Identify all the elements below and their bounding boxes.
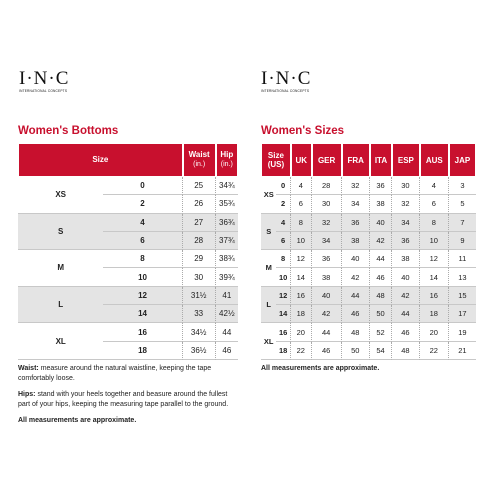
header-jap: JAP (449, 143, 476, 177)
waist-value: 27 (183, 214, 216, 232)
sizes-header-row (261, 143, 476, 177)
us-size: 2 (276, 195, 290, 213)
ita-size: 42 (370, 232, 392, 250)
jap-size: 5 (449, 195, 476, 213)
hip-value: 41 (216, 287, 238, 305)
table-row (261, 195, 476, 213)
aus-size: 8 (420, 214, 449, 232)
size-label: XL (261, 323, 276, 360)
jap-size: 11 (449, 250, 476, 268)
fra-size: 36 (342, 214, 370, 232)
hip-value: 46 (216, 342, 238, 360)
bottoms-notes (18, 364, 240, 433)
hip-value: 42½ (216, 305, 238, 323)
header-waist-label: Waist (188, 150, 210, 159)
us-size: 12 (276, 287, 290, 305)
table-row (18, 287, 238, 305)
fra-size: 34 (342, 195, 370, 213)
table-row (261, 250, 476, 268)
header-hip-label: Hip (220, 150, 234, 159)
hip-value: 44 (216, 323, 238, 341)
inc-logo-right (261, 70, 331, 93)
waist-value: 30 (183, 268, 216, 286)
size-number: 2 (103, 195, 182, 213)
header-hip (216, 143, 238, 177)
us-size: 8 (276, 250, 290, 268)
ger-size: 40 (312, 287, 342, 305)
hip-value: 39¾ (216, 268, 238, 286)
esp-size: 30 (392, 177, 420, 195)
esp-size: 46 (392, 323, 420, 341)
header-esp: ESP (392, 143, 420, 177)
uk-size: 4 (291, 177, 312, 195)
ger-size: 46 (312, 342, 342, 360)
aus-size: 16 (420, 287, 449, 305)
inc-logo-mark: I·N·C (261, 68, 312, 89)
esp-size: 40 (392, 268, 420, 286)
jap-size: 19 (449, 323, 476, 341)
esp-size: 34 (392, 214, 420, 232)
header-fra: FRA (342, 143, 370, 177)
jap-size: 21 (449, 342, 476, 360)
table-row (261, 177, 476, 195)
size-number: 12 (103, 287, 182, 305)
table-row (261, 268, 476, 286)
us-size: 4 (276, 214, 290, 232)
aus-size: 12 (420, 250, 449, 268)
uk-size: 20 (291, 323, 312, 341)
fra-size: 46 (342, 305, 370, 323)
ger-size: 28 (312, 177, 342, 195)
ger-size: 44 (312, 323, 342, 341)
ita-size: 46 (370, 268, 392, 286)
uk-size: 6 (291, 195, 312, 213)
size-label: XL (18, 323, 103, 360)
waist-value: 29 (183, 250, 216, 268)
aus-size: 6 (420, 195, 449, 213)
sizes-approx-note: All measurements are approximate. (261, 365, 380, 372)
bottoms-header-row (18, 143, 238, 177)
inc-logo-mark: I·N·C (19, 68, 70, 89)
ita-size: 54 (370, 342, 392, 360)
size-number: 0 (103, 177, 182, 195)
esp-size: 44 (392, 305, 420, 323)
size-label: M (18, 250, 103, 287)
waist-value: 25 (183, 177, 216, 195)
size-label: XS (261, 177, 276, 214)
us-size: 18 (276, 342, 290, 360)
us-size: 16 (276, 323, 290, 341)
hips-note-text: stand with your heels together and beasure around the fullest part of your hips, keeping the measuring tape parallel to the ground. (18, 391, 229, 408)
ita-size: 48 (370, 287, 392, 305)
size-label: M (261, 250, 276, 287)
us-size: 6 (276, 232, 290, 250)
aus-size: 4 (420, 177, 449, 195)
us-size: 0 (276, 177, 290, 195)
inc-logo-subtitle: INTERNATIONAL CONCEPTS (261, 89, 310, 93)
size-number: 4 (103, 214, 182, 232)
hip-value: 34¾ (216, 177, 238, 195)
esp-size: 32 (392, 195, 420, 213)
uk-size: 14 (291, 268, 312, 286)
fra-size: 32 (342, 177, 370, 195)
table-row (18, 323, 238, 341)
fra-size: 40 (342, 250, 370, 268)
fra-size: 44 (342, 287, 370, 305)
inc-logo-subtitle: INTERNATIONAL CONCEPTS (19, 89, 68, 93)
waist-value: 31½ (183, 287, 216, 305)
ger-size: 34 (312, 232, 342, 250)
sizes-title: Women's Sizes (261, 125, 345, 137)
ita-size: 44 (370, 250, 392, 268)
header-aus: AUS (420, 143, 449, 177)
hips-note-label: Hips: (18, 391, 36, 398)
uk-size: 22 (291, 342, 312, 360)
approx-note (18, 416, 240, 426)
jap-size: 17 (449, 305, 476, 323)
waist-value: 34½ (183, 323, 216, 341)
uk-size: 8 (291, 214, 312, 232)
uk-size: 12 (291, 250, 312, 268)
fra-size: 50 (342, 342, 370, 360)
ger-size: 36 (312, 250, 342, 268)
table-row (18, 214, 238, 232)
ita-size: 38 (370, 195, 392, 213)
aus-size: 18 (420, 305, 449, 323)
header-waist (183, 143, 216, 177)
aus-size: 14 (420, 268, 449, 286)
table-row (261, 323, 476, 341)
jap-size: 13 (449, 268, 476, 286)
size-label: L (261, 287, 276, 324)
jap-size: 15 (449, 287, 476, 305)
header-hip-unit: (in.) (220, 161, 233, 168)
table-row (18, 177, 238, 195)
jap-size: 3 (449, 177, 476, 195)
esp-size: 48 (392, 342, 420, 360)
size-label: L (18, 287, 103, 324)
ita-size: 50 (370, 305, 392, 323)
hip-value: 35¾ (216, 195, 238, 213)
header-waist-unit: (in.) (193, 161, 206, 168)
waist-value: 28 (183, 232, 216, 250)
uk-size: 18 (291, 305, 312, 323)
size-number: 14 (103, 305, 182, 323)
table-row (261, 342, 476, 360)
us-size: 14 (276, 305, 290, 323)
fra-size: 48 (342, 323, 370, 341)
ger-size: 38 (312, 268, 342, 286)
header-size-label: Size (267, 151, 284, 160)
header-ger: GER (312, 143, 342, 177)
header-uk: UK (291, 143, 312, 177)
table-row (261, 305, 476, 323)
size-label: S (18, 214, 103, 251)
table-row (18, 250, 238, 268)
jap-size: 7 (449, 214, 476, 232)
esp-size: 36 (392, 232, 420, 250)
waist-value: 26 (183, 195, 216, 213)
hip-value: 38¾ (216, 250, 238, 268)
bottoms-size-table (18, 143, 238, 360)
ita-size: 52 (370, 323, 392, 341)
aus-size: 22 (420, 342, 449, 360)
bottoms-table-body (18, 177, 238, 360)
table-row (261, 214, 476, 232)
table-row (261, 232, 476, 250)
size-number: 8 (103, 250, 182, 268)
esp-size: 42 (392, 287, 420, 305)
hip-value: 37¾ (216, 232, 238, 250)
header-size-us (261, 143, 291, 177)
ita-size: 40 (370, 214, 392, 232)
hips-note (18, 390, 240, 409)
esp-size: 38 (392, 250, 420, 268)
size-label: XS (18, 177, 103, 214)
bottoms-title: Women's Bottoms (18, 125, 119, 137)
sizes-table-body (261, 177, 476, 360)
ger-size: 32 (312, 214, 342, 232)
sizes-conversion-table (261, 143, 476, 360)
us-size: 10 (276, 268, 290, 286)
header-size-unit: (US) (267, 160, 285, 169)
waist-value: 33 (183, 305, 216, 323)
fra-size: 42 (342, 268, 370, 286)
size-number: 18 (103, 342, 182, 360)
aus-size: 20 (420, 323, 449, 341)
hip-value: 36¾ (216, 214, 238, 232)
ger-size: 42 (312, 305, 342, 323)
header-size: Size (18, 143, 183, 177)
aus-size: 10 (420, 232, 449, 250)
uk-size: 10 (291, 232, 312, 250)
waist-note (18, 364, 240, 383)
uk-size: 16 (291, 287, 312, 305)
inc-logo-left (19, 70, 89, 93)
approx-note-text: All measurements are approximate. (18, 417, 137, 424)
header-ita: ITA (370, 143, 392, 177)
size-number: 10 (103, 268, 182, 286)
waist-value: 36½ (183, 342, 216, 360)
size-label: S (261, 214, 276, 251)
waist-note-label: Waist: (18, 365, 39, 372)
table-row (261, 287, 476, 305)
ita-size: 36 (370, 177, 392, 195)
waist-note-text: measure around the natural waistline, keeping the tape comfortably loose. (18, 365, 212, 382)
fra-size: 38 (342, 232, 370, 250)
jap-size: 9 (449, 232, 476, 250)
ger-size: 30 (312, 195, 342, 213)
size-number: 16 (103, 323, 182, 341)
size-number: 6 (103, 232, 182, 250)
